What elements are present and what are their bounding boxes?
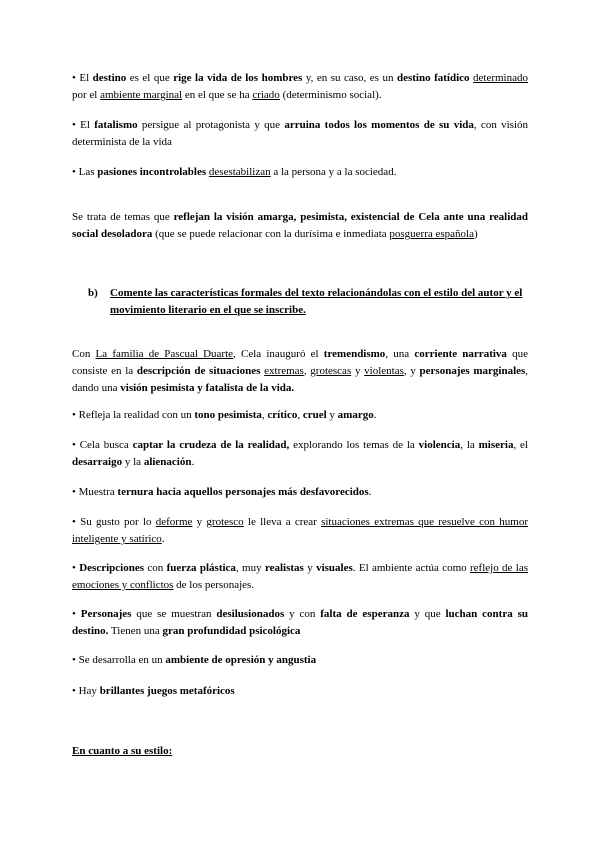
heading-line-2: movimiento literario en el que se inscribe. <box>110 304 306 316</box>
section-heading-b <box>88 285 528 319</box>
paragraph-crudeza: • Cela busca captar la crudeza de la realidad, explorando los temas de la violencia, la miseria, el desarraigo y la alienación. <box>72 439 528 468</box>
bullet: • <box>72 409 76 421</box>
bullet: • <box>72 608 76 620</box>
bullet: • <box>72 166 76 178</box>
heading-estilo: En cuanto a su estilo: <box>72 745 173 757</box>
heading-label: b) <box>88 287 98 299</box>
bullet: • <box>72 119 76 131</box>
paragraph-temas: Se trata de temas que reflejan la visión amarga, pesimista, existencial de Cela ante una realidad social desoladora (que se puede relacionar con la durísima e inmediata posguerra española) <box>72 211 528 240</box>
paragraph-fatalismo: • El fatalismo persigue al protagonista y que arruina todos los momentos de su vida, con visión determinista de la vida <box>72 119 528 148</box>
bullet: • <box>72 516 76 528</box>
bullet: • <box>72 439 76 451</box>
bullet: • <box>72 562 76 574</box>
bullet: • <box>72 654 76 666</box>
paragraph-ambiente: • Se desarrolla en un ambiente de opresión y angustia <box>72 654 317 666</box>
paragraph-descripciones: • Descripciones con fuerza plástica, muy realistas y visuales. El ambiente actúa como reflejo de las emociones y conflictos de los personajes. <box>72 562 529 591</box>
paragraph-personajes: • Personajes que se muestran desilusionados y con falta de esperanza y que luchan contra su destino. Tienen una gran profundidad psicológica <box>72 608 528 637</box>
heading-line-1: Comente las características formales del texto relacionándolas con el estilo del autor y el <box>110 287 523 299</box>
paragraph-destino: • El destino es el que rige la vida de los hombres y, en su caso, es un destino fatídico determinado por el ambiente marginal en el que se ha criado (determinismo social). <box>72 72 528 101</box>
paragraph-metaforicos: • Hay brillantes juegos metafóricos <box>72 685 235 697</box>
paragraph-pasiones: • Las pasiones incontrolables desestabilizan a la persona y a la sociedad. <box>72 166 397 178</box>
paragraph-tono: • Refleja la realidad con un tono pesimista, crítico, cruel y amargo. <box>72 409 377 421</box>
bullet: • <box>72 72 76 84</box>
paragraph-tremendismo: Con La familia de Pascual Duarte, Cela inauguró el tremendismo, una corriente narrativa que consiste en la descripción de situaciones extremas, grotescas y violentas, y personajes marginales, dando una visión pesimista y fatalista de la vida. <box>72 348 529 394</box>
paragraph-ternura: • Muestra ternura hacia aquellos personajes más desfavorecidos. <box>72 486 372 498</box>
bullet: • <box>72 486 76 498</box>
bullet: • <box>72 685 76 697</box>
paragraph-grotesco: • Su gusto por lo deforme y grotesco le lleva a crear situaciones extremas que resuelve con humor inteligente y satírico. <box>72 516 529 545</box>
